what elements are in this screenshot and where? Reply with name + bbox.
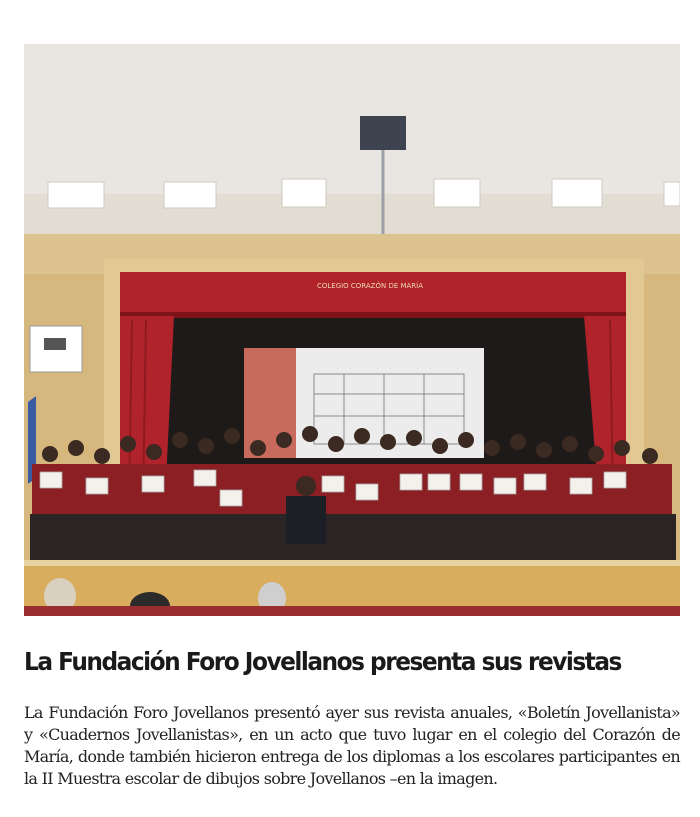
article-body: La Fundación Foro Jovellanos presentó ayer sus revista anuales, «Boletín Jovellanista» y «Cuadernos Jovellanistas», en un acto que tuvo lugar en el colegio del Corazón de María, donde también hicieron entrega de los diplomas a los escolares participantes en la II Muestra escolar de dibujos sobre Jovellanos –en la imagen. [24, 703, 680, 788]
event-photo [24, 44, 680, 616]
headline: La Fundación Foro Jovellanos presenta sus revistas [24, 647, 621, 676]
stage-banner-text: COLEGIO CORAZÓN DE MARÍA [316, 282, 424, 290]
